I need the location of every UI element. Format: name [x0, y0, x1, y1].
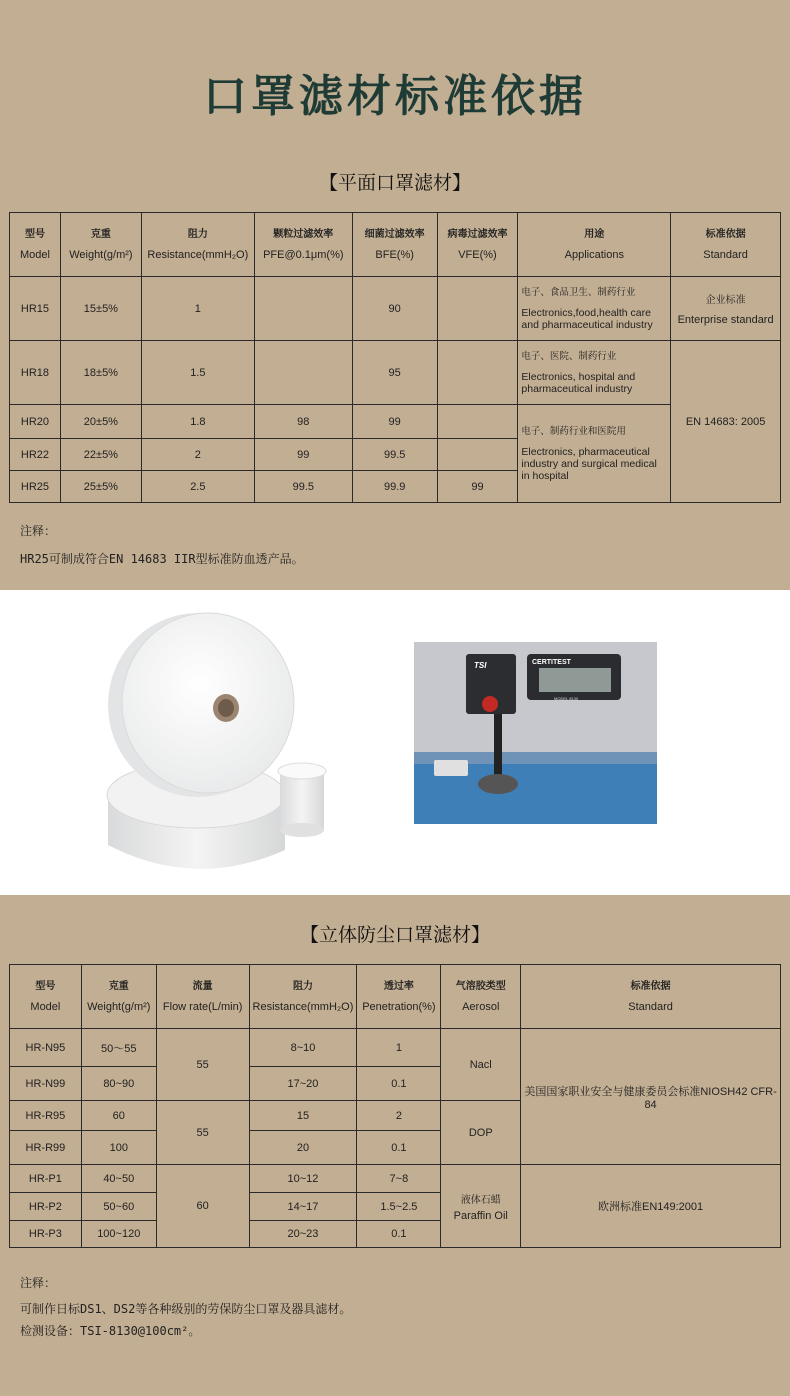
flat-header-cell: 用途 Applications [518, 213, 671, 277]
flat-header-cell: 病毒过滤效率 VFE(%) [437, 213, 518, 277]
flat-note [20, 520, 304, 570]
weight-cell: 80~90 [81, 1067, 156, 1101]
penetration-cell: 2 [357, 1101, 441, 1131]
application-cell: 电子、制药行业和医院用 Electronics, pharmaceutical industry and surgical medical in hospital [518, 405, 671, 503]
standard-cell: EN 14683: 2005 [671, 341, 781, 503]
dust-header-cell: 阻力 Resistance(mmH₂O) [249, 965, 357, 1029]
penetration-cell: 0.1 [357, 1067, 441, 1101]
model-cell: HR25 [10, 471, 61, 503]
bfe-cell: 90 [352, 277, 437, 341]
resistance-cell: 8~10 [249, 1029, 357, 1067]
weight-cell: 40~50 [81, 1165, 156, 1193]
vfe-cell [437, 277, 518, 341]
application-cell: 电子、食品卫生、制药行业 Electronics,food,health care and pharmaceutical industry [518, 277, 671, 341]
flow-cell: 60 [156, 1165, 249, 1248]
flow-cell: 55 [156, 1029, 249, 1101]
penetration-cell: 0.1 [357, 1131, 441, 1165]
penetration-cell: 1.5~2.5 [357, 1193, 441, 1221]
resistance-cell: 20~23 [249, 1221, 357, 1248]
vfe-cell: 99 [437, 471, 518, 503]
model-cell: HR-R99 [10, 1131, 82, 1165]
bfe-cell: 99 [352, 405, 437, 439]
standard-cell: 美国国家职业安全与健康委员会标准NIOSH42 CFR-84 [521, 1029, 781, 1165]
bfe-cell: 99.9 [352, 471, 437, 503]
vfe-cell [437, 341, 518, 405]
model-cell: HR20 [10, 405, 61, 439]
filter-roll-image [100, 600, 340, 880]
weight-cell: 22±5% [60, 439, 141, 471]
aerosol-cell: DOP [441, 1101, 521, 1165]
application-cell: 电子、医院、制药行业 Electronics, hospital and pharmaceutical industry [518, 341, 671, 405]
weight-cell: 50～55 [81, 1029, 156, 1067]
pfe-cell [254, 277, 352, 341]
flat-header-cell: 型号 Model [10, 213, 61, 277]
aerosol-cell: Nacl [441, 1029, 521, 1101]
standard-cell: 欧洲标准EN149:2001 [521, 1165, 781, 1248]
model-cell: HR-P3 [10, 1221, 82, 1248]
model-cell: HR-R95 [10, 1101, 82, 1131]
weight-cell: 100 [81, 1131, 156, 1165]
resistance-cell: 10~12 [249, 1165, 357, 1193]
standard-cell: 企业标准 Enterprise standard [671, 277, 781, 341]
penetration-cell: 7~8 [357, 1165, 441, 1193]
note-text: HR25可制成符合EN 14683 IIR型标准防血透产品。 [20, 552, 304, 566]
pfe-cell [254, 341, 352, 405]
table-row [10, 277, 781, 341]
resistance-cell: 2.5 [141, 471, 254, 503]
flat-spec-table [9, 212, 781, 503]
table-row [10, 405, 781, 439]
weight-cell: 15±5% [60, 277, 141, 341]
dust-header-cell: 气溶胶类型 Aerosol [441, 965, 521, 1029]
tester-logo-text: TSI [474, 661, 487, 670]
dust-section-title: 【立体防尘口罩滤材】 [299, 924, 490, 946]
dust-header-cell: 透过率 Penetration(%) [357, 965, 441, 1029]
resistance-cell: 1.8 [141, 405, 254, 439]
aerosol-cell: 液体石蜡 Paraffin Oil [441, 1165, 521, 1248]
weight-cell: 20±5% [60, 405, 141, 439]
flat-header-cell: 细菌过滤效率 BFE(%) [352, 213, 437, 277]
note-text: 检测设备：TSI-8130@100cm²。 [20, 1324, 201, 1338]
bfe-cell: 95 [352, 341, 437, 405]
flat-header-cell: 颗粒过滤效率 PFE@0.1μm(%) [254, 213, 352, 277]
vfe-cell [437, 405, 518, 439]
pfe-cell: 99 [254, 439, 352, 471]
resistance-cell: 2 [141, 439, 254, 471]
dust-header-cell: 标准依据 Standard [521, 965, 781, 1029]
tester-model-text: MODEL 8130 [554, 696, 579, 701]
weight-cell: 100~120 [81, 1221, 156, 1248]
resistance-cell: 1.5 [141, 341, 254, 405]
flat-section-title: 【平面口罩滤材】 [318, 172, 471, 194]
resistance-cell: 17~20 [249, 1067, 357, 1101]
pfe-cell: 98 [254, 405, 352, 439]
flat-header-cell: 克重 Weight(g/m²) [60, 213, 141, 277]
dust-header-cell: 型号 Model [10, 965, 82, 1029]
model-cell: HR-N99 [10, 1067, 82, 1101]
note-label: 注释： [20, 1276, 57, 1290]
model-cell: HR-N95 [10, 1029, 82, 1067]
product-photo-band [0, 590, 790, 895]
tester-brand-text: CERTITEST [532, 659, 571, 666]
model-cell: HR-P1 [10, 1165, 82, 1193]
table-row [10, 1029, 781, 1067]
flat-header-cell: 阻力 Resistance(mmH₂O) [141, 213, 254, 277]
note-text: 可制作日标DS1、DS2等各种级别的劳保防尘口罩及器具滤材。 [20, 1302, 352, 1316]
model-cell: HR18 [10, 341, 61, 405]
flow-cell: 55 [156, 1101, 249, 1165]
model-cell: HR15 [10, 277, 61, 341]
note-label: 注释： [20, 524, 57, 538]
resistance-cell: 15 [249, 1101, 357, 1131]
resistance-cell: 14~17 [249, 1193, 357, 1221]
model-cell: HR22 [10, 439, 61, 471]
weight-cell: 60 [81, 1101, 156, 1131]
flat-header-row [10, 213, 781, 277]
dust-header-row [10, 965, 781, 1029]
dust-header-cell: 克重 Weight(g/m²) [81, 965, 156, 1029]
dust-header-cell: 流量 Flow rate(L/min) [156, 965, 249, 1029]
tsi-tester-image [414, 642, 657, 824]
penetration-cell: 0.1 [357, 1221, 441, 1248]
dust-spec-table [9, 964, 781, 1248]
penetration-cell: 1 [357, 1029, 441, 1067]
weight-cell: 18±5% [60, 341, 141, 405]
flat-header-cell: 标准依据 Standard [671, 213, 781, 277]
weight-cell: 25±5% [60, 471, 141, 503]
page-title: 口罩滤材标准依据 [203, 71, 587, 122]
bfe-cell: 99.5 [352, 439, 437, 471]
model-cell: HR-P2 [10, 1193, 82, 1221]
table-row [10, 341, 781, 405]
weight-cell: 50~60 [81, 1193, 156, 1221]
resistance-cell: 1 [141, 277, 254, 341]
pfe-cell: 99.5 [254, 471, 352, 503]
table-row [10, 1165, 781, 1193]
resistance-cell: 20 [249, 1131, 357, 1165]
vfe-cell [437, 439, 518, 471]
dust-note [20, 1272, 351, 1342]
